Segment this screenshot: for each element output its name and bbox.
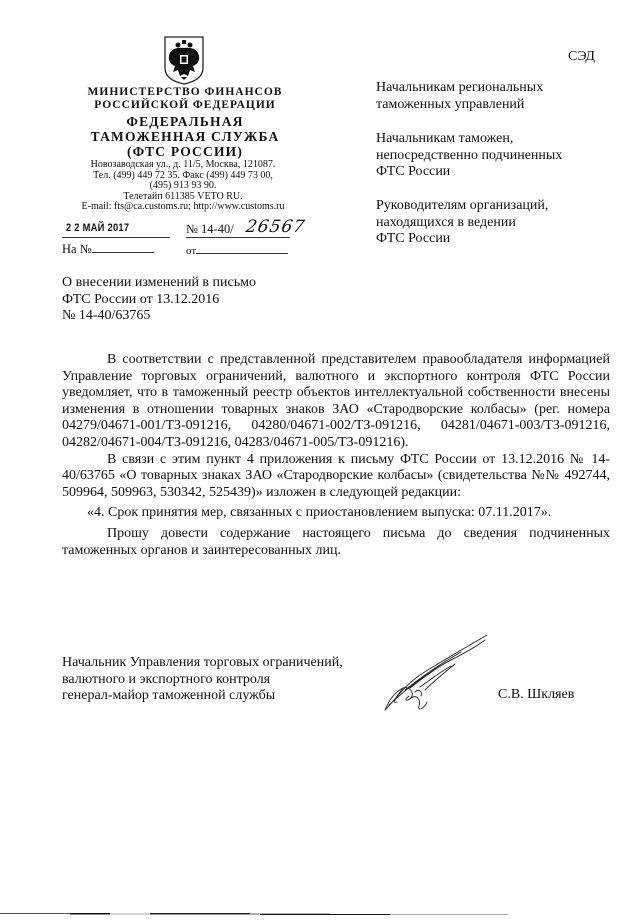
signatory-title — [62, 655, 382, 705]
address-line: Новозаводская ул., д. 11/5, Москва, 121087. — [90, 159, 276, 170]
reply-to-field — [62, 242, 154, 257]
date-stamp: 2 2 МАЙ 2017 — [66, 222, 130, 234]
addressee-line: непосредственно подчиненных — [376, 147, 563, 163]
addressee-block — [376, 198, 616, 248]
registration-date-field — [62, 221, 170, 238]
sed-label: СЭД — [568, 49, 595, 64]
signatory-name: С.В. Шкляев — [498, 687, 575, 702]
ministry-name — [80, 86, 290, 112]
service-line: ТАМОЖЕННАЯ СЛУЖБА — [90, 129, 280, 144]
body-paragraph: В связи с этим пункт 4 приложения к письму ФТС России от 13.12.2016 № 14-40/63765 «О товарных знаках ЗАО «Стародворские колбасы» (свидетельства №№ 492744, 509964, 509963, 530342, 525439)» изложен в следующей редакции: — [62, 451, 610, 500]
signatory-title-line: Начальник Управления торговых ограничений, — [62, 655, 343, 670]
reply-from-label: от — [186, 245, 197, 257]
ministry-line: РОССИЙСКОЙ ФЕДЕРАЦИИ — [94, 99, 276, 111]
quoted-clause: «4. Срок принятия мер, связанных с приостановлением выпуска: 07.11.2017». — [87, 505, 552, 521]
service-name — [70, 114, 300, 159]
reply-to-blank — [92, 242, 154, 253]
addressee-line: находящихся в ведении — [376, 214, 516, 230]
contact-info — [58, 160, 308, 213]
subject-line: № 14-40/63765 — [62, 308, 151, 323]
phone-line-2: (495) 913 93 90. — [149, 180, 217, 191]
addressee-line: Начальникам таможен, — [376, 131, 514, 146]
addressee-line: Руководителям организаций, — [376, 198, 549, 213]
signatory-title-line: генерал-майор таможенной службы — [62, 688, 276, 703]
service-line: (ФТС РОССИИ) — [126, 144, 244, 159]
service-line: ФЕДЕРАЛЬНАЯ — [126, 114, 244, 129]
teletype-line: Телетайп 611385 VETO RU. — [123, 190, 243, 202]
letter-body — [62, 352, 610, 559]
registration-number-field — [186, 217, 307, 237]
signatory-title-line: валютного и экспортного контроля — [62, 671, 271, 687]
addressee-block — [376, 131, 616, 181]
reply-to-label: На № — [62, 242, 92, 256]
letter-subject — [62, 275, 322, 325]
subject-line: ФТС России от 13.12.2016 — [62, 291, 220, 307]
handwritten-number: 26567 — [244, 217, 307, 237]
body-paragraph: Прошу довести содержание настоящего письма до сведения подчиненных таможенных органов и заинтересованных лиц. — [62, 525, 610, 558]
russian-coat-of-arms-icon — [161, 34, 207, 86]
handwritten-signature-icon — [375, 630, 515, 730]
reply-from-field — [186, 245, 288, 257]
addressee-block — [376, 80, 616, 113]
addressee-line: Начальникам региональных — [376, 80, 544, 95]
email-line: E-mail: fts@ca.customs.ru; http://www.customs.ru — [81, 201, 285, 212]
addressee-line: ФТС России — [376, 164, 451, 179]
number-prefix: № 14-40/ — [186, 222, 290, 238]
addressee-line: ФТС России — [376, 231, 451, 246]
body-paragraph: В соответствии с представленной представителем правообладателя информацией Управление торговых ограничений, валютного и экспортного контроля ФТС России уведомляет, что в таможенный реестр объектов интеллектуальной собственности внесены изменения в отношении товарных знаков ЗАО «Стародворские колбасы» (рег. номера 04279/04671-001/ТЗ-091216, 04280/04671-002/ТЗ-091216, 04281/04671-003/ТЗ-091216, 04282/04671-004/ТЗ-091216, 04283/04671-005/ТЗ-091216). — [62, 352, 610, 450]
addressee-line: таможенных управлений — [376, 96, 525, 112]
ministry-line: МИНИСТЕРСТВО ФИНАНСОВ — [87, 86, 283, 98]
phone-line: Тел. (499) 449 72 35. Факс (499) 449 73 00, — [93, 169, 273, 181]
reply-from-blank — [196, 245, 288, 254]
subject-line: О внесении изменений в письмо — [62, 275, 256, 290]
